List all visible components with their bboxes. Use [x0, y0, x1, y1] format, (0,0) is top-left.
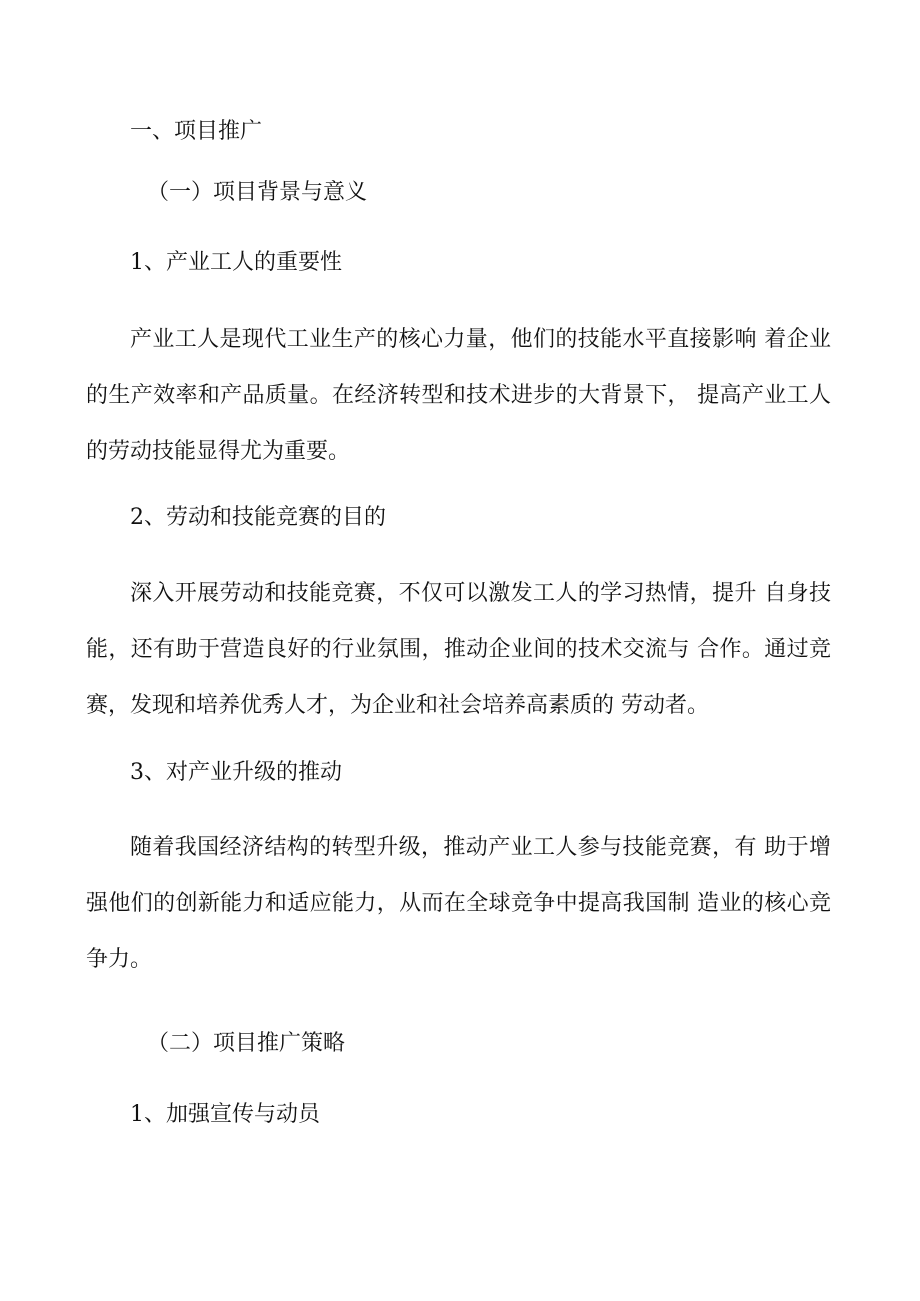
- paragraph-purpose: [86, 566, 831, 734]
- item-title-importance: 1、产业工人的重要性: [130, 250, 342, 275]
- paragraph-importance-text: 产业工人是现代工业生产的核心力量，他们的技能水平直接影响 着企业的生产效率和产品质量。在经济转型和技术进步的大背景下， 提高产业工人的劳动技能显得尤为重要。: [86, 327, 831, 464]
- item-title-publicity: 1、加强宣传与动员: [130, 1102, 320, 1127]
- item-title-purpose: 2、劳动和技能竞赛的目的: [130, 505, 386, 530]
- paragraph-purpose-text: 深入开展劳动和技能竞赛，不仅可以激发工人的学习热情，提升 自身技能，还有助于营造良好的行业氛围，推动企业间的技术交流与 合作。通过竞赛，发现和培养优秀人才，为企业和社会培养高素质的 劳动者。: [86, 581, 831, 718]
- item-title-upgrade: 3、对产业升级的推动: [130, 760, 342, 785]
- paragraph-upgrade: [86, 820, 831, 988]
- heading-level1: 一、项目推广: [130, 119, 263, 144]
- paragraph-upgrade-text: 随着我国经济结构的转型升级，推动产业工人参与技能竞赛，有 助于增强他们的创新能力和适应能力，从而在全球竞争中提高我国制 造业的核心竞争力。: [86, 835, 831, 972]
- paragraph-importance: [86, 312, 831, 480]
- section-heading-strategy: （二）项目推广策略: [147, 1031, 346, 1056]
- section-heading-background: （一）项目背景与意义: [147, 180, 368, 205]
